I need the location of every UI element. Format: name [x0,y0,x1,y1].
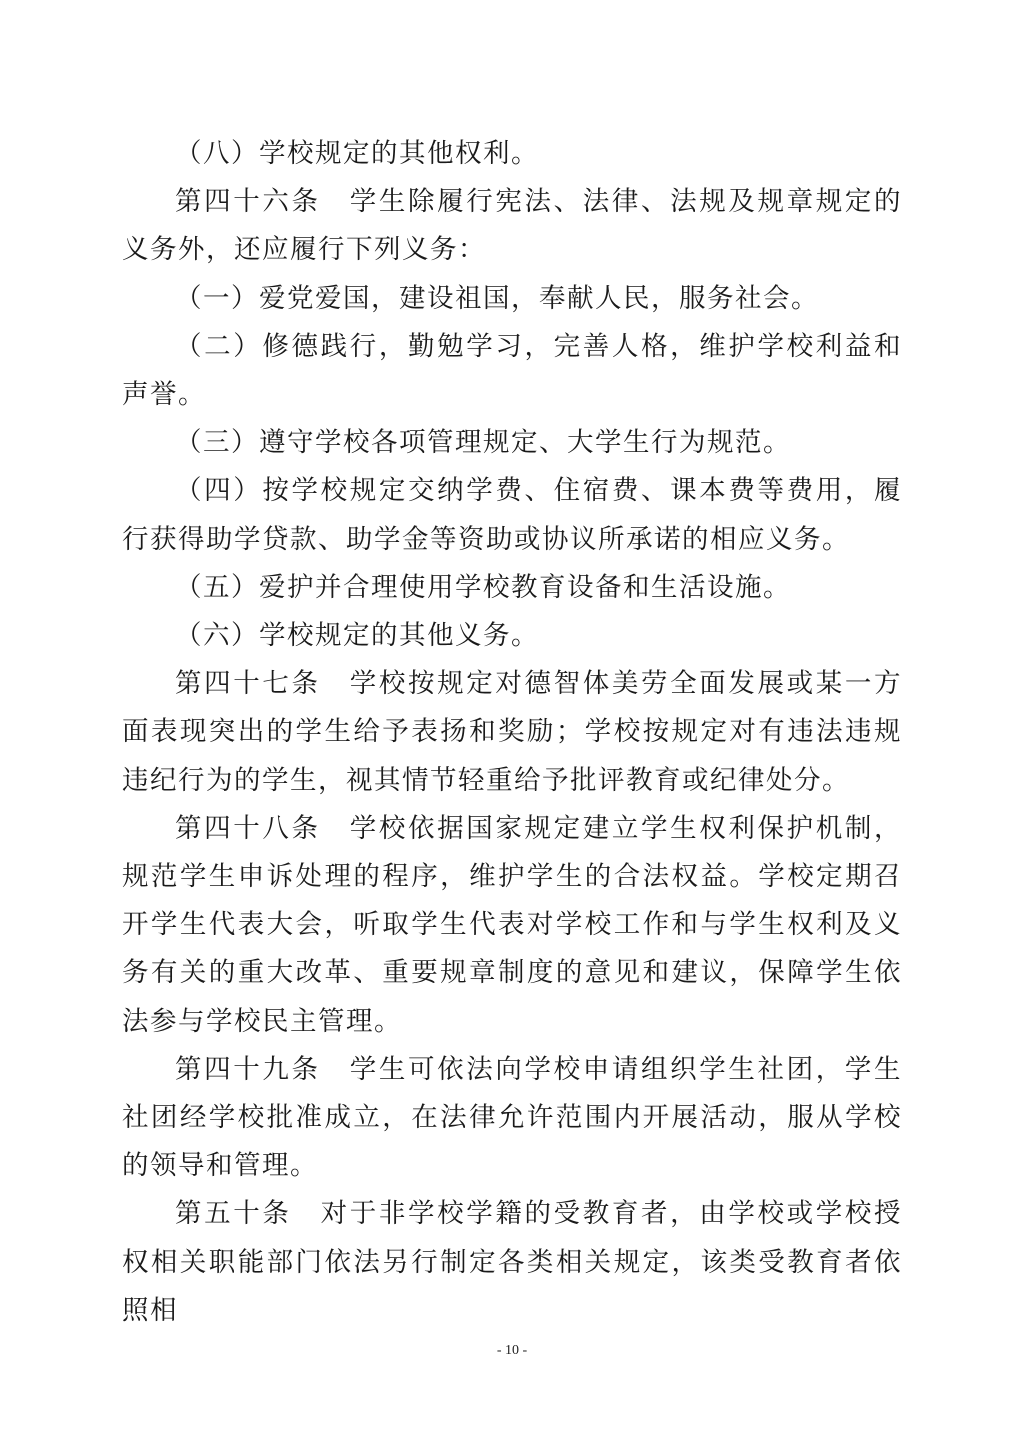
document-body [122,130,902,1335]
duty-item-1: （一）爱党爱国，建设祖国，奉献人民，服务社会。 [175,282,819,314]
duty-item-6: （六）学校规定的其他义务。 [175,620,539,652]
duty-item-2: （二）修德践行，勤勉学习，完善人格，维护学校利益和声誉。 [122,330,902,411]
article-47: 第四十七条 学校按规定对德智体美劳全面发展或某一方面表现突出的学生给予表扬和奖励；学校按规定对有违法违规违纪行为的学生，视其情节轻重给予批评教育或纪律处分。 [122,668,902,796]
clause-8-rights: （八）学校规定的其他权利。 [175,138,539,169]
duty-item-4: （四）按学校规定交纳学费、住宿费、课本费等费用，履行获得助学贷款、助学金等资助或协议所承诺的相应义务。 [122,475,902,555]
article-48: 第四十八条 学校依据国家规定建立学生权利保护机制，规范学生申诉处理的程序，维护学生的合法权益。学校定期召开学生代表大会，听取学生代表对学校工作和与学生权利及义务有关的重大改革、重要规章制度的意见和建议，保障学生依法参与学校民主管理。 [122,812,902,1037]
article-46: 第四十六条 学生除履行宪法、法律、法规及规章规定的义务外，还应履行下列义务： [122,186,902,266]
duty-item-5: （五）爱护并合理使用学校教育设备和生活设施。 [175,571,791,603]
article-49: 第四十九条 学生可依法向学校申请组织学生社团，学生社团经学校批准成立，在法律允许范围内开展活动，服从学校的领导和管理。 [122,1053,902,1182]
duty-item-3: （三）遵守学校各项管理规定、大学生行为规范。 [175,427,791,459]
article-50: 第五十条 对于非学校学籍的受教育者，由学校或学校授权相关职能部门依法另行制定各类相关规定，该类受教育者依照相 [122,1198,902,1326]
page-number: - 10 - [496,1343,528,1358]
